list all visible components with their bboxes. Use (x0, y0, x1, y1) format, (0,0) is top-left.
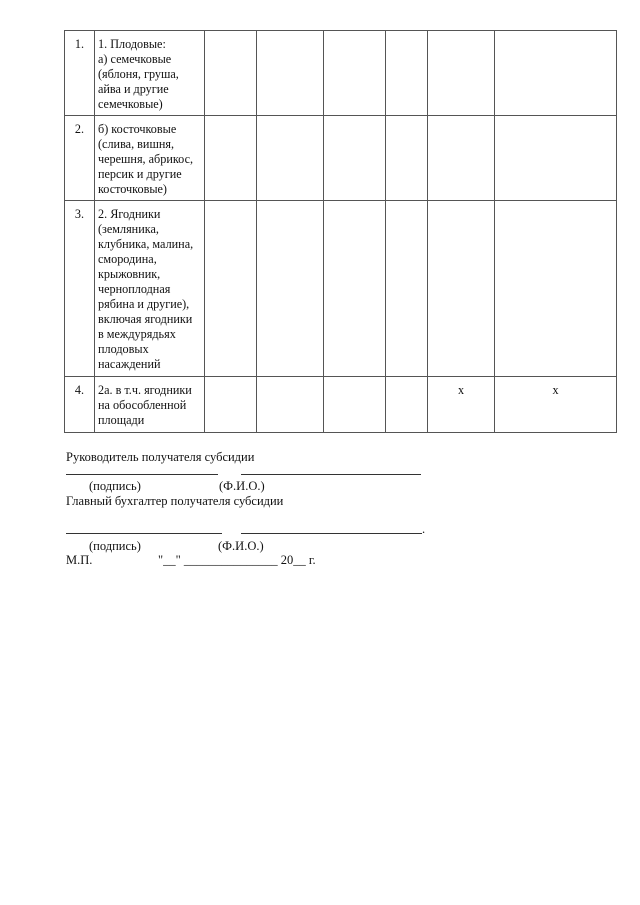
table-cell (257, 201, 324, 377)
table-cell (495, 201, 617, 377)
table-row (65, 377, 617, 433)
table-cell (428, 201, 495, 377)
date-line: "__" _______________ 20__ г. (158, 553, 316, 567)
head-signature-line (66, 474, 218, 475)
head-fio-line (241, 474, 421, 475)
stamp-label: М.П. (66, 553, 93, 567)
crop-name: 2. Ягодники (земляника, клубника, малина, смородина, крыжовник, черноплодная рябина и другие), включая ягодники в междурядьях плодовых насаждений (95, 201, 205, 377)
table-cell (386, 31, 428, 116)
table-cell (428, 116, 495, 201)
accountant-sign-caption: (подпись) (89, 539, 141, 553)
table-cell (386, 377, 428, 433)
table-cell (386, 201, 428, 377)
crop-name: 2а. в т.ч. ягодники на обособленной площади (95, 377, 205, 433)
accountant-fio-line (241, 533, 422, 534)
table-cell (257, 377, 324, 433)
crop-name: б) косточковые (слива, вишня, черешня, абрикос, персик и другие косточковые) (95, 116, 205, 201)
table-cell (205, 201, 257, 377)
table-cell (205, 377, 257, 433)
crop-name: 1. Плодовые: а) семечковые (яблоня, груша, айва и другие семечковые) (95, 31, 205, 116)
table-cell (324, 31, 386, 116)
table-cell: х (428, 377, 495, 433)
accountant-signature-line (66, 533, 222, 534)
table-row (65, 116, 617, 201)
subsidy-table (64, 30, 617, 433)
line-end-dot: . (422, 522, 426, 536)
row-number: 3. (65, 201, 95, 377)
table-cell (257, 116, 324, 201)
row-number: 1. (65, 31, 95, 116)
accountant-fio-caption: (Ф.И.О.) (218, 539, 264, 553)
table-cell (324, 116, 386, 201)
row-number: 2. (65, 116, 95, 201)
accountant-label: Главный бухгалтер получателя субсидии (66, 494, 284, 508)
table-cell: х (495, 377, 617, 433)
head-label: Руководитель получателя субсидии (66, 450, 255, 464)
table-cell (495, 116, 617, 201)
table-row (65, 31, 617, 116)
table-row (65, 201, 617, 377)
table-cell (428, 31, 495, 116)
row-number: 4. (65, 377, 95, 433)
table-cell (205, 31, 257, 116)
table-cell (257, 31, 324, 116)
head-fio-caption: (Ф.И.О.) (219, 479, 265, 493)
head-sign-caption: (подпись) (89, 479, 141, 493)
table-cell (495, 31, 617, 116)
table-cell (205, 116, 257, 201)
table-cell (386, 116, 428, 201)
table-cell (324, 377, 386, 433)
table-cell (324, 201, 386, 377)
